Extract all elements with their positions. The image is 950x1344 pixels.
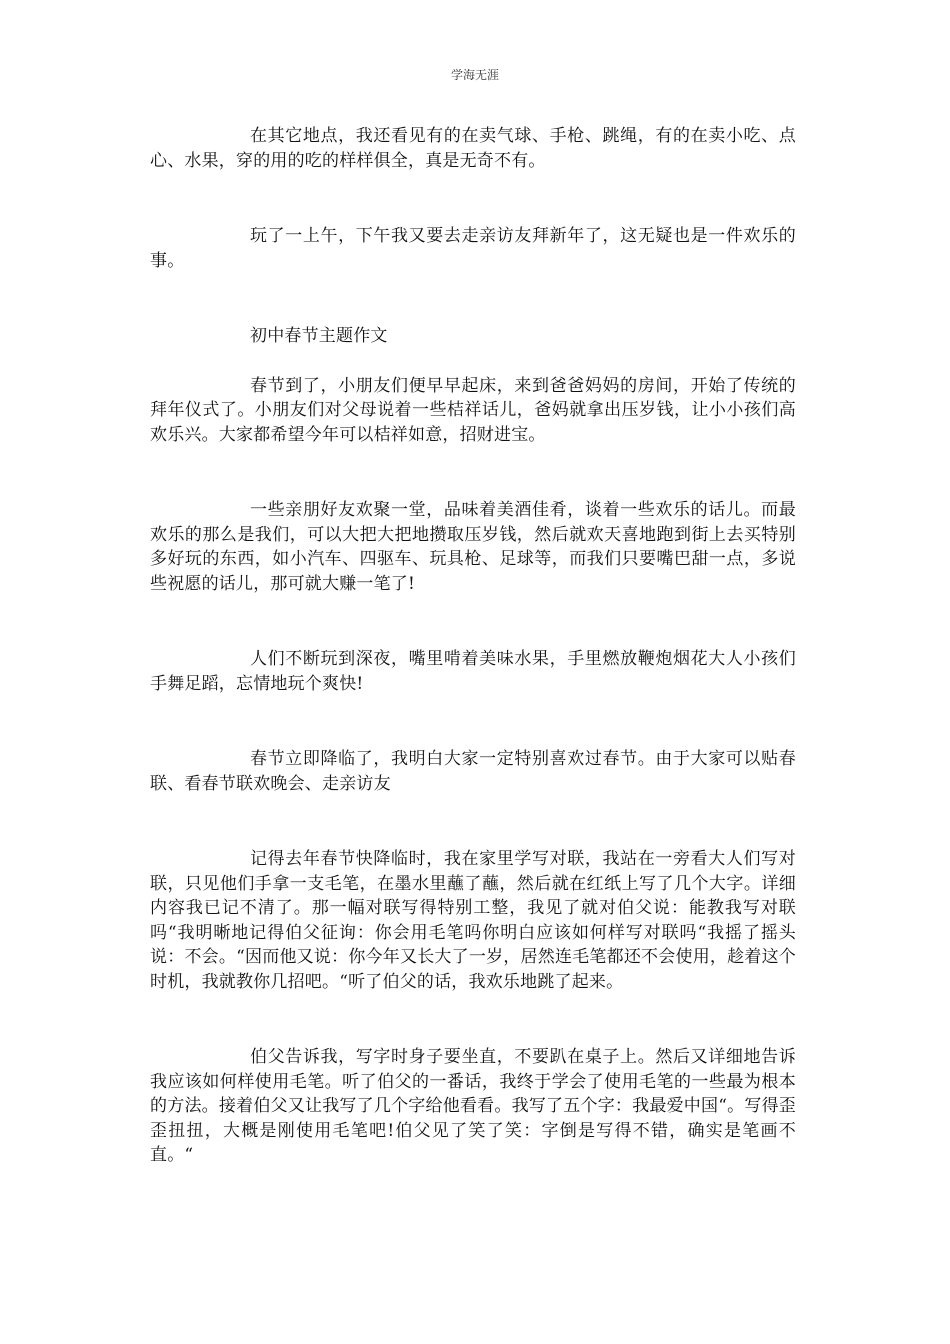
- paragraph: 一些亲朋好友欢聚一堂，品味着美酒佳肴，谈着一些欢乐的话儿。而最欢乐的那么是我们，可以大把大把地攒取压岁钱，然后就欢天喜地跑到街上去买特别多好玩的东西，如小汽车、四驱车、玩具枪、足球等，而我们只要嘴巴甜一点，多说些祝愿的话儿，那可就大赚一笔了!: [150, 500, 796, 594]
- paragraph: 春节到了，小朋友们便早早起床，来到爸爸妈妈的房间，开始了传统的拜年仪式了。小朋友们对父母说着一些桔祥话儿，爸妈就拿出压岁钱，让小小孩们高欢乐兴。大家都希望今年可以桔祥如意，招财进宝。: [150, 375, 796, 445]
- paragraph: 记得去年春节快降临时，我在家里学写对联，我站在一旁看大人们写对联，只见他们手拿一支毛笔，在墨水里蘸了蘸，然后就在红纸上写了几个大字。详细内容我已记不清了。那一幅对联写得特别工整，我见了就对伯父说：能教我写对联吗“我明晰地记得伯父征询：你会用毛笔吗你明白应该如何样写对联吗“我摇了摇头说：不会。“因而他又说：你今年又长大了一岁，居然连毛笔都还不会使用，趁着这个时机，我就教你几招吧。“听了伯父的话，我欢乐地跳了起来。: [150, 849, 796, 992]
- paragraph: 伯父告诉我，写字时身子要坐直，不要趴在桌子上。然后又详细地告诉我应该如何样使用毛笔。听了伯父的一番话，我终于学会了使用毛笔的一些最为根本的方法。接着伯父又让我写了几个字给他看看。我写了五个字：我最爱中国“。写得歪歪扭扭，大概是刚使用毛笔吧!伯父见了笑了笑：字倒是写得不错，确实是笔画不直。“: [150, 1047, 796, 1165]
- page-header: 学海无涯: [450, 68, 499, 82]
- section-title: 初中春节主题作文: [250, 326, 388, 346]
- paragraph: 在其它地点，我还看见有的在卖气球、手枪、跳绳，有的在卖小吃、点心、水果，穿的用的吃的样样俱全，真是无奇不有。: [150, 126, 796, 171]
- paragraph: 玩了一上午，下午我又要去走亲访友拜新年了，这无疑也是一件欢乐的事。: [150, 226, 796, 271]
- paragraph: 人们不断玩到深夜，嘴里啃着美味水果，手里燃放鞭炮烟花大人小孩们手舞足蹈，忘情地玩个爽快!: [150, 649, 796, 694]
- document-body: [150, 124, 796, 1168]
- paragraph: 春节立即降临了，我明白大家一定特别喜欢过春节。由于大家可以贴春联、看春节联欢晚会、走亲访友: [150, 749, 796, 794]
